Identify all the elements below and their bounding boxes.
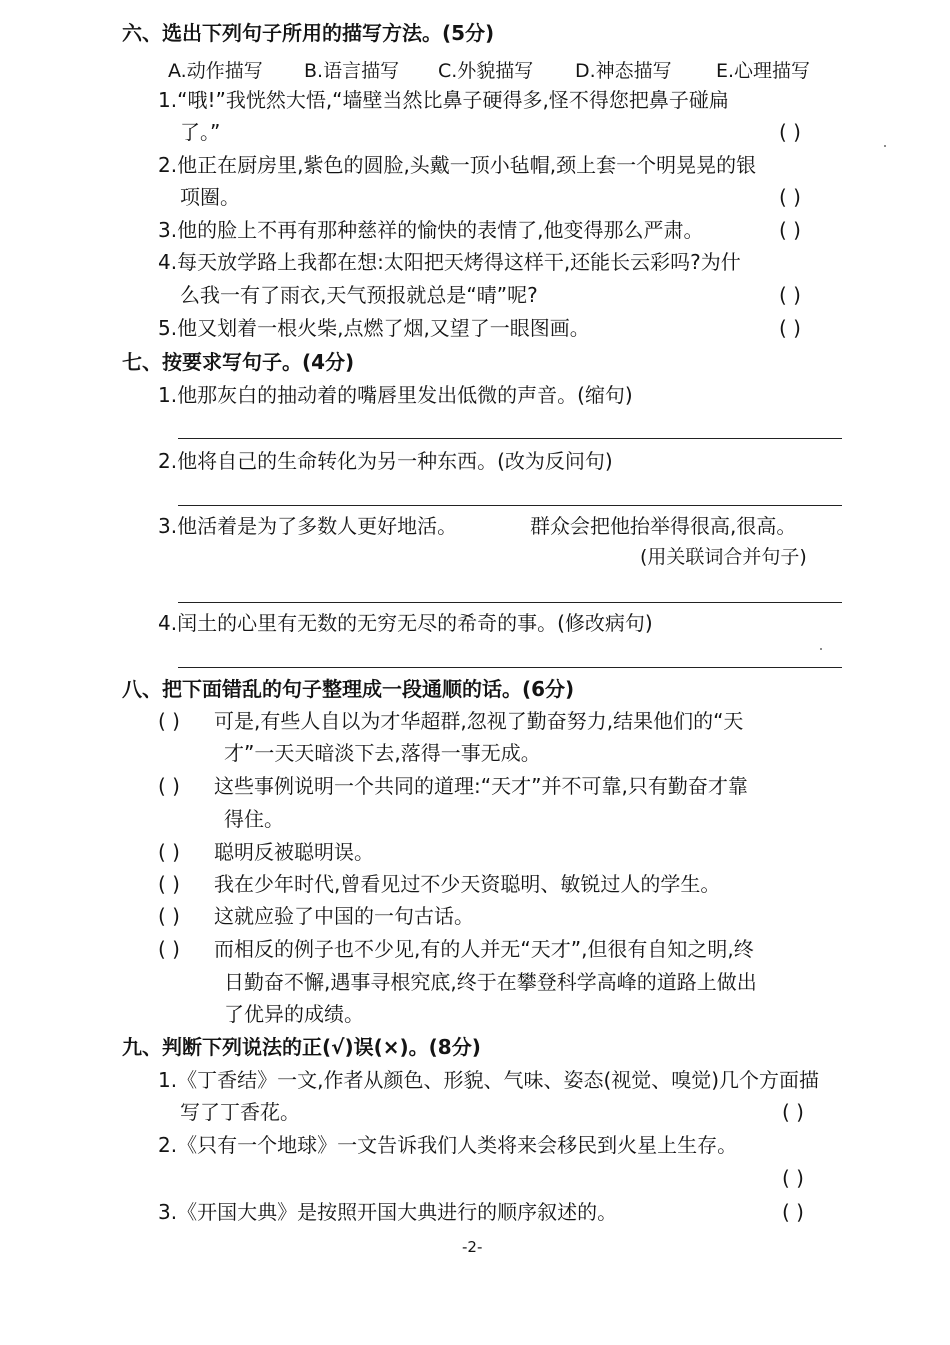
scan-speck	[884, 145, 886, 147]
s6-q4-answer-blank[interactable]: ( )	[779, 283, 801, 307]
s8-item5-line1: 这就应验了中国的一句古话。	[214, 904, 474, 928]
s8-item6-line3: 了优异的成绩。	[224, 1002, 364, 1026]
section-6-title: 六、选出下列句子所用的描写方法。(5分)	[122, 21, 495, 45]
s7-q3-part1: 3.他活着是为了多数人更好地活。	[158, 514, 458, 538]
option-c: C.外貌描写	[438, 60, 534, 82]
s7-q2-answer-line[interactable]	[178, 505, 842, 506]
s6-q2-line2: 项圈。	[180, 185, 240, 209]
option-d: D.神态描写	[575, 60, 672, 82]
s8-item1-line2: 才”一天天暗淡下去,落得一事无成。	[224, 741, 541, 765]
s6-q5-line1: 5.他又划着一根火柴,点燃了烟,又望了一眼图画。	[158, 316, 590, 340]
s8-item6-line1: 而相反的例子也不少见,有的人并无“天才”,但很有自知之明,终	[214, 937, 754, 961]
s6-q1-line1: 1.“哦!”我恍然大悟,“墙壁当然比鼻子硬得多,怪不得您把鼻子碰扁	[158, 88, 729, 112]
section-7-title: 七、按要求写句子。(4分)	[122, 350, 355, 374]
s6-q2-answer-blank[interactable]: ( )	[779, 185, 801, 209]
s8-item1-line1: 可是,有些人自以为才华超群,忽视了勤奋努力,结果他们的“天	[214, 709, 744, 733]
s6-q1-answer-blank[interactable]: ( )	[779, 120, 801, 144]
s9-q1-line1: 1.《丁香结》一文,作者从颜色、形貌、气味、姿态(视觉、嗅觉)几个方面描	[158, 1068, 820, 1092]
s6-q3-line1: 3.他的脸上不再有那种慈祥的愉快的表情了,他变得那么严肃。	[158, 218, 704, 242]
page-number: -2-	[462, 1238, 483, 1256]
s9-q1-line2: 写了丁香花。	[180, 1100, 300, 1124]
s7-q3-instruction: (用关联词合并句子)	[640, 546, 807, 568]
s7-q1: 1.他那灰白的抽动着的嘴唇里发出低微的声音。(缩句)	[158, 383, 633, 407]
s9-q1-answer-blank[interactable]: ( )	[782, 1100, 804, 1124]
s7-q2: 2.他将自己的生命转化为另一种东西。(改为反问句)	[158, 449, 613, 473]
s8-item4-order-blank[interactable]: ( )	[158, 872, 180, 896]
s6-q4-line2: 么我一有了雨衣,天气预报就总是“晴”呢?	[180, 283, 538, 307]
s9-q2-answer-blank[interactable]: ( )	[782, 1166, 804, 1190]
option-b: B.语言描写	[304, 60, 400, 82]
s7-q4: 4.闰土的心里有无数的无穷无尽的希奇的事。(修改病句)	[158, 611, 653, 635]
s7-q3-answer-line[interactable]	[178, 602, 842, 603]
s9-q2-line1: 2.《只有一个地球》一文告诉我们人类将来会移民到火星上生存。	[158, 1133, 738, 1157]
s8-item6-line2: 日勤奋不懈,遇事寻根究底,终于在攀登科学高峰的道路上做出	[224, 970, 757, 994]
s6-q4-line1: 4.每天放学路上我都在想:太阳把天烤得这样干,还能长云彩吗?为什	[158, 250, 741, 274]
s9-q3-answer-blank[interactable]: ( )	[782, 1200, 804, 1224]
s6-q3-answer-blank[interactable]: ( )	[779, 218, 801, 242]
s8-item2-line2: 得住。	[224, 807, 284, 831]
scan-speck	[820, 648, 822, 650]
s8-item1-order-blank[interactable]: ( )	[158, 709, 180, 733]
s8-item2-order-blank[interactable]: ( )	[158, 774, 180, 798]
s8-item3-line1: 聪明反被聪明误。	[214, 840, 374, 864]
s6-q5-answer-blank[interactable]: ( )	[779, 316, 801, 340]
s9-q3-line1: 3.《开国大典》是按照开国大典进行的顺序叙述的。	[158, 1200, 618, 1224]
s8-item4-line1: 我在少年时代,曾看见过不少天资聪明、敏锐过人的学生。	[214, 872, 721, 896]
s7-q1-answer-line[interactable]	[178, 438, 842, 439]
s8-item2-line1: 这些事例说明一个共同的道理:“天才”并不可靠,只有勤奋才靠	[214, 774, 748, 798]
option-e: E.心理描写	[716, 60, 811, 82]
section-9-title: 九、判断下列说法的正(√)误(×)。(8分)	[122, 1035, 481, 1059]
s8-item3-order-blank[interactable]: ( )	[158, 840, 180, 864]
s8-item5-order-blank[interactable]: ( )	[158, 904, 180, 928]
s6-q2-line1: 2.他正在厨房里,紫色的圆脸,头戴一顶小毡帽,颈上套一个明晃晃的银	[158, 153, 757, 177]
s7-q3-part2: 群众会把他抬举得很高,很高。	[530, 514, 797, 538]
section-8-title: 八、把下面错乱的句子整理成一段通顺的话。(6分)	[122, 677, 575, 701]
s6-q1-line2: 了。”	[180, 120, 221, 144]
option-a: A.动作描写	[168, 60, 263, 82]
s8-item6-order-blank[interactable]: ( )	[158, 937, 180, 961]
s7-q4-answer-line[interactable]	[178, 667, 842, 668]
